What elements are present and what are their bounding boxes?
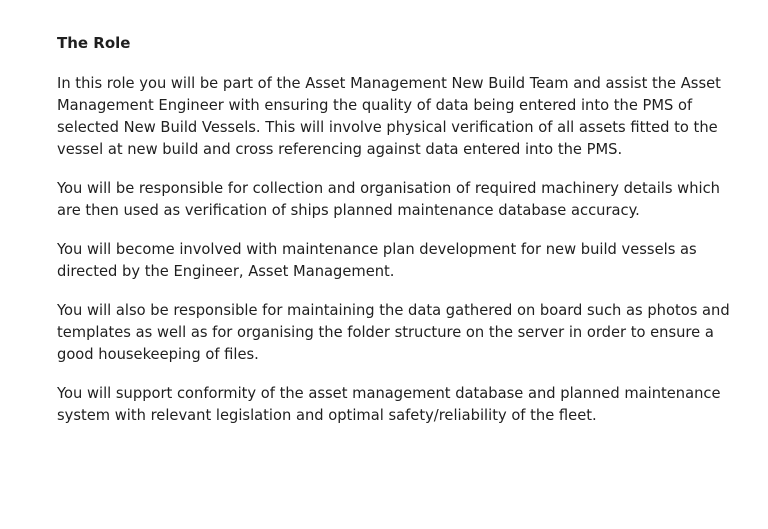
paragraph-data-collection: You will be responsible for collection and organisation of required machinery details which are then used as verification of ships planned maintenance database accuracy. — [57, 180, 720, 219]
paragraph-conformity: You will support conformity of the asset management database and planned maintenance system with relevant legislation and optimal safety/reliability of the fleet. — [57, 385, 721, 424]
paragraph-data-housekeeping: You will also be responsible for maintaining the data gathered on board such as photos and templates as well as for organising the folder structure on the server in order to ensure a good housekeeping of files. — [57, 302, 730, 363]
paragraph-maintenance-plan: You will become involved with maintenance plan development for new build vessels as directed by the Engineer, Asset Management. — [57, 241, 697, 280]
role-section — [57, 32, 747, 444]
paragraph-role-overview: In this role you will be part of the Asset Management New Build Team and assist the Asset Management Engineer with ensuring the quality of data being entered into the PMS of selected New Build Vessels. This will involve physical verification of all assets fitted to the vessel at new build and cross referencing against data entered into the PMS. — [57, 75, 721, 158]
section-heading: The Role — [57, 34, 131, 52]
